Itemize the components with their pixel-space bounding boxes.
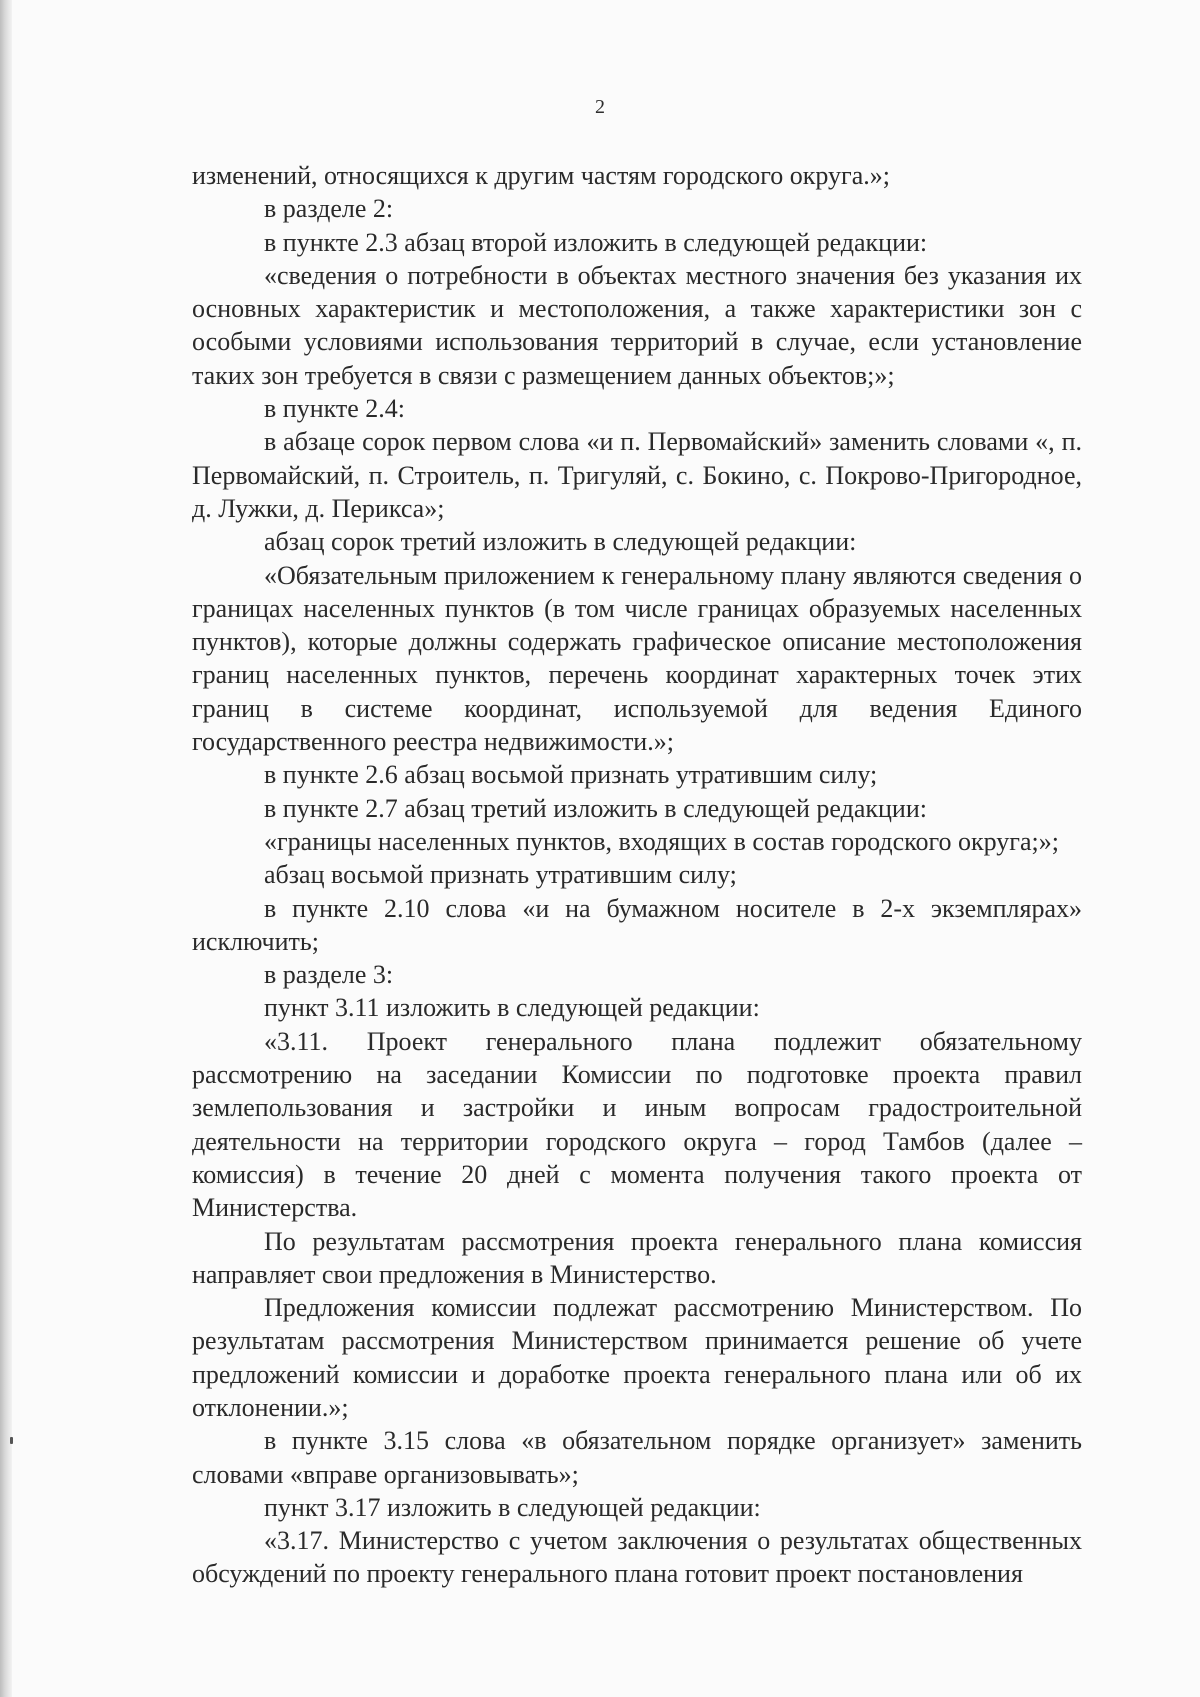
paragraph-section-3-heading: в разделе 3:: [264, 960, 394, 990]
paragraph-section-2-heading: в разделе 2:: [264, 194, 394, 224]
paragraph-item-3-17: пункт 3.17 изложить в следующей редакции:: [264, 1492, 761, 1522]
paragraph-item-2-3: в пункте 2.3 абзац второй изложить в следующей редакции:: [264, 227, 928, 257]
document-body: [192, 159, 1082, 1591]
paragraph-item-3-11-text: «3.11. Проект генерального плана подлежит обязательному рассмотрению на заседании Комиссии по подготовке проекта правил землепользования и застройки и иным вопросам градостроительной деятельности на территории городского округа – город Тамбов (далее – комиссия) в течение 20 дней с момента получения такого проекта от Министерства.: [192, 1026, 1082, 1223]
page-number: 2: [595, 96, 605, 118]
paragraph-item-2-10: в пункте 2.10 слова «и на бумажном носителе в 2-х экземплярах» исключить;: [192, 893, 1082, 956]
scan-speck: [10, 1437, 13, 1444]
paragraph-item-3-11-results: По результатам рассмотрения проекта генерального плана комиссия направляет свои предложения в Министерство.: [192, 1226, 1082, 1289]
paragraph-item-2-6: в пункте 2.6 абзац восьмой признать утратившим силу;: [264, 760, 878, 790]
paragraph-item-2-7-abzac-8: абзац восьмой признать утратившим силу;: [264, 860, 737, 890]
paragraph-item-2-7: в пункте 2.7 абзац третий изложить в следующей редакции:: [264, 793, 927, 823]
paragraph-item-2-4: в пункте 2.4:: [264, 394, 406, 424]
paragraph-item-3-15: в пункте 3.15 слова «в обязательном порядке организует» заменить словами «вправе организовывать»;: [192, 1426, 1082, 1489]
paragraph-item-3-17-text: «3.17. Министерство с учетом заключения о результатах общественных обсуждений по проекту генерального плана готовит проект постановления: [192, 1526, 1082, 1589]
paragraph-item-2-4-abzac-43: абзац сорок третий изложить в следующей редакции:: [264, 527, 857, 557]
paragraph-item-2-4-settlements: в абзаце сорок первом слова «и п. Первомайский» заменить словами «, п. Первомайский, п. Строитель, п. Тригуляй, с. Бокино, с. Покрово-Пригородное, д. Лужки, д. Перикса»;: [192, 427, 1082, 523]
paragraph-item-2-4-annex-text: «Обязательным приложением к генеральному плану являются сведения о границах населенных пунктов (в том числе границах образуемых населенных пунктов), которые должны содержать графическое описание местоположения границ населенных пунктов, перечень координат характерных точек этих границ в системе координат, используемой для ведения Единого государственного реестра недвижимости.»;: [192, 560, 1082, 757]
paragraph-item-3-11: пункт 3.11 изложить в следующей редакции:: [264, 993, 760, 1023]
paragraph-item-2-7-text: «границы населенных пунктов, входящих в состав городского округа;»;: [264, 826, 1059, 856]
paragraph-continuation: изменений, относящихся к другим частям городского округа.»;: [192, 161, 890, 190]
paragraph-item-2-3-text: «сведения о потребности в объектах местного значения без указания их основных характеристик и местоположения, а также характеристики зон с особыми условиями использования территорий в случае, если установление таких зон требуется в связи с размещением данных объектов;»;: [192, 260, 1082, 390]
paragraph-item-3-11-proposals: Предложения комиссии подлежат рассмотрению Министерством. По результатам рассмотрения Министерством принимается решение об учете предложений комиссии и доработке проекта генерального плана или об их отклонении.»;: [192, 1293, 1082, 1422]
